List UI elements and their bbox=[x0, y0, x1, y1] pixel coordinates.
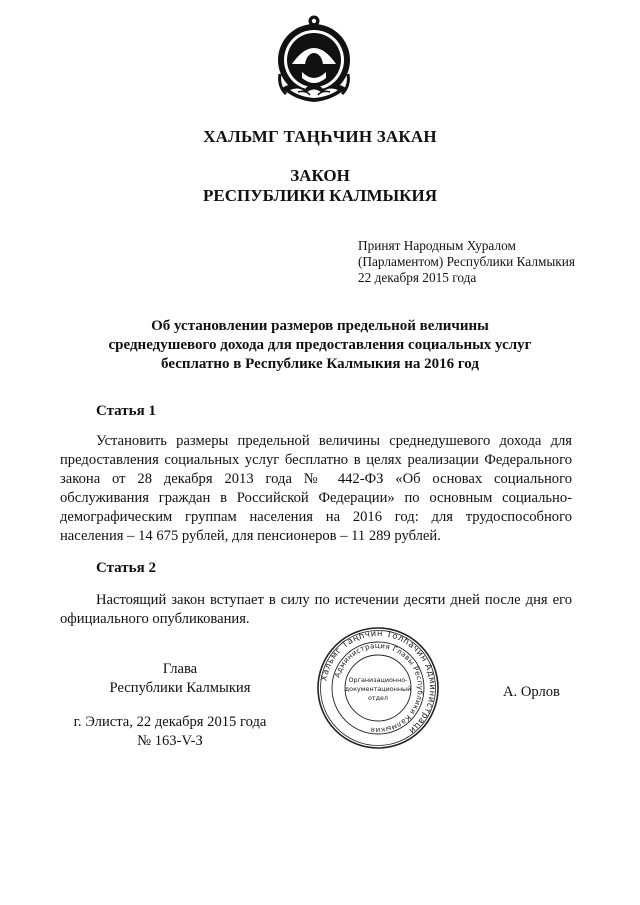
stamp-center-line-3: отдел bbox=[367, 694, 389, 702]
adopted-line-3: 22 декабря 2015 года bbox=[358, 270, 477, 285]
document-title bbox=[0, 166, 640, 206]
official-stamp bbox=[316, 626, 440, 750]
article-2-text: Настоящий закон вступает в силу по истечении десяти дней после дня его официального опубликования. bbox=[60, 592, 572, 627]
article-1-heading: Статья 1 bbox=[96, 403, 156, 419]
title-kalmyk: ХАЛЬМГ ТАҢҺЧИН ЗАКАН bbox=[203, 127, 437, 146]
stamp-center-line-1: Организационно- bbox=[348, 676, 408, 684]
law-title-line-3: бесплатно в Республике Калмыкия на 2016 год bbox=[161, 356, 479, 372]
law-title-line-1: Об установлении размеров предельной величины bbox=[151, 318, 489, 334]
stamp-outer-text: Хальмг Таңһчин Толһачин Администраци bbox=[318, 627, 439, 737]
place-date-line-1: г. Элиста, 22 декабря 2015 года bbox=[73, 714, 267, 730]
signature-title-line-2: Республики Калмыкия bbox=[109, 680, 251, 696]
signature-name: А. Орлов bbox=[503, 684, 560, 700]
title-line-1: ЗАКОН bbox=[290, 166, 350, 185]
adopted-line-1: Принят Народным Хуралом bbox=[358, 238, 516, 253]
article-1-text: Установить размеры предельной величины среднедушевого дохода для предоставления социальных услуг бесплатно в целях реализации Федерального закона от 28 декабря 2013 года № 442-ФЗ «Об основах социального обслуживания граждан в Российской Федерации» по основным социально-демографическим группам населения на 2016 год: для трудоспособного населения – 14 675 рублей, для пенсионеров – 11 289 рублей. bbox=[60, 433, 572, 544]
law-title bbox=[60, 317, 580, 374]
signature-title-line-1: Глава bbox=[162, 661, 198, 677]
stamp-center-line-2: документационный bbox=[344, 685, 412, 693]
document-number: № 163-V-З bbox=[137, 733, 203, 749]
republic-emblem-icon bbox=[274, 14, 354, 106]
place-date bbox=[50, 713, 290, 751]
law-title-line-2: среднедушевого дохода для предоставления социальных услуг bbox=[108, 337, 532, 353]
signature-title bbox=[90, 660, 270, 698]
adopted-line-2: (Парламентом) Республики Калмыкия bbox=[358, 254, 575, 269]
adopted-note bbox=[358, 238, 588, 286]
stamp-inner-text: Администрация Главы Республики Калмыкия bbox=[332, 640, 426, 736]
title-line-2: РЕСПУБЛИКИ КАЛМЫКИЯ bbox=[202, 186, 438, 205]
article-2-heading: Статья 2 bbox=[96, 560, 156, 576]
